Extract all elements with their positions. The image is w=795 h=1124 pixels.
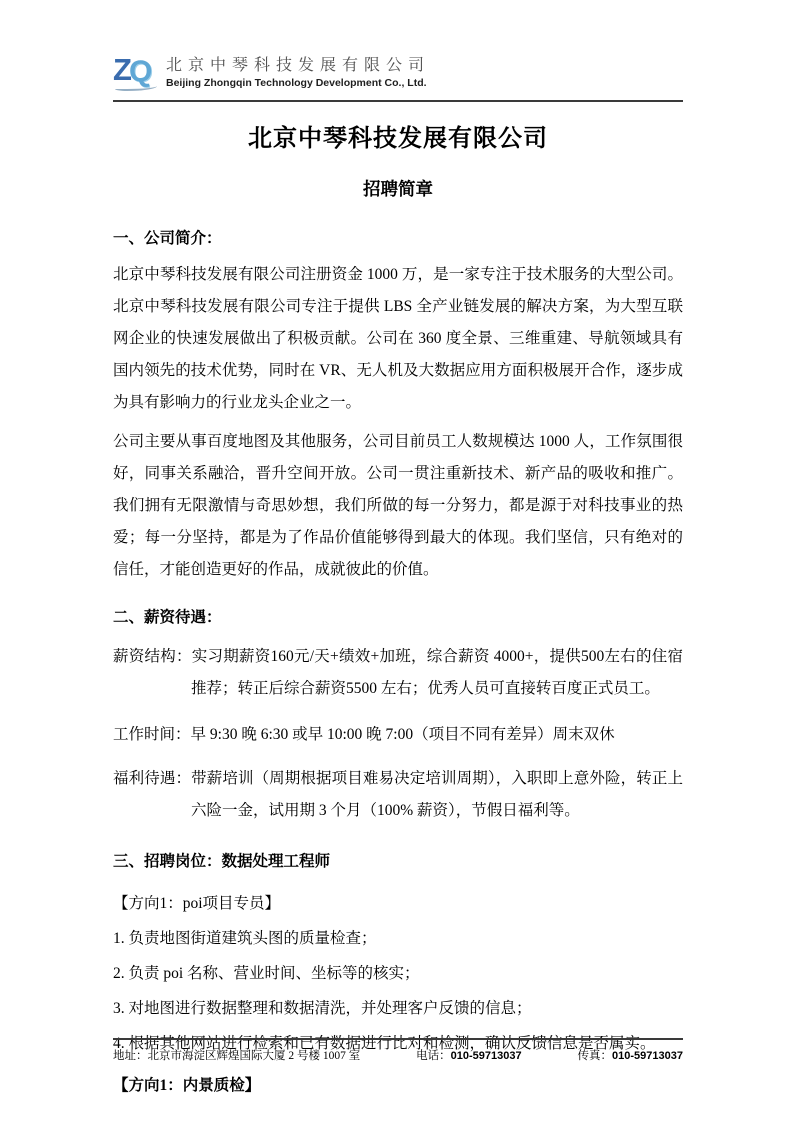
section1-heading: 一、公司简介： — [113, 230, 222, 247]
logo-letter-q: Q — [129, 55, 153, 88]
letterhead-company-name-en: Beijing Zhongqin Technology Development Co., Ltd. — [166, 76, 427, 89]
document-content — [113, 0, 683, 1097]
footer-phone-label: 电话： — [416, 1050, 451, 1062]
job-duty-item-2: 2. 负责 poi 名称、营业时间、坐标等的核实； — [113, 965, 420, 982]
company-intro-paragraph-2: 公司主要从事百度地图及其他服务，公司目前员工人数规模达 1000 人，工作氛围很好，同事关系融洽，晋升空间开放。公司一贯注重新技术、新产品的吸收和推广。我们拥有无限激情与奇思妙想，我们所做的每一分努力，都是源于对科技事业的热爱；每一分坚持，都是为了作品价值能够得到最大的体现。我们坚信，只有绝对的信任，才能创造更好的作品，成就彼此的价值。 — [113, 433, 683, 578]
letterhead-company-name-zh: 北京中琴科技发展有限公司 — [166, 56, 431, 74]
footer-phone-number: 010-59713037 — [450, 1050, 522, 1062]
benefits-text: 带薪培训（周期根据项目难易决定培训周期），入职即上意外险，转正上六险一金，试用期 3 个月（100% 薪资），节假日福利等。 — [191, 770, 683, 819]
letterhead-names — [166, 57, 430, 90]
section3-heading: 三、招聘岗位：数据处理工程师 — [113, 853, 331, 870]
footer-fax-number: 010-59713037 — [612, 1050, 683, 1062]
footer-address-label: 地址： — [113, 1050, 148, 1062]
direction-2-title: 【方向1：内景质检】 — [113, 1077, 261, 1094]
footer-address — [113, 1049, 360, 1064]
letterhead — [113, 53, 683, 102]
company-logo-icon — [113, 53, 157, 93]
salary-structure — [113, 641, 683, 705]
working-hours-text: 早 9:30 晚 6:30 或早 10:00 晚 7:00（项目不同有差异）周末双休 — [190, 726, 615, 743]
salary-structure-text: 实习期薪资160元/天+绩效+加班，综合薪资 4000+，提供500左右的住宿推荐；转正后综合薪资5500 左右；优秀人员可直接转百度正式员工。 — [191, 648, 683, 697]
salary-structure-label: 薪资结构： — [113, 648, 192, 665]
footer-fax-label: 传真： — [577, 1050, 613, 1062]
logo-swoosh-icon — [115, 84, 157, 91]
footer-fax — [578, 1049, 683, 1064]
page-footer — [113, 1038, 683, 1064]
section2-heading: 二、薪资待遇： — [113, 609, 222, 626]
footer-address-value: 北京市海淀区辉煌国际大厦 2 号楼 1007 室 — [147, 1050, 361, 1062]
job-duty-item-1: 1. 负责地图街道建筑头图的质量检查； — [113, 930, 377, 947]
page-title: 北京中琴科技发展有限公司 — [248, 126, 548, 152]
job-duty-item-3: 3. 对地图进行数据整理和数据清洗，并处理客户反馈的信息； — [113, 1000, 532, 1017]
footer-phone — [416, 1049, 521, 1064]
working-hours-label: 工作时间： — [113, 726, 191, 743]
logo-letter-z: Z — [113, 52, 130, 87]
working-hours — [113, 719, 683, 751]
benefits — [113, 763, 683, 827]
page-subtitle: 招聘简章 — [363, 179, 433, 199]
company-intro-paragraph-1: 北京中琴科技发展有限公司注册资金 1000 万，是一家专注于技术服务的大型公司。北京中琴科技发展有限公司专注于提供 LBS 全产业链发展的解决方案，为大型互联网企业的快速发展做出了积极贡献。公司在 360 度全景、三维重建、导航领域具有国内领先的技术优势，同时在 VR、无人机及大数据应用方面积极展开合作，逐步成为具有影响力的行业龙头企业之一。 — [113, 266, 683, 411]
job-duty-item-4: 4. 根据其他网站进行检索和已有数据进行比对和检测，确认反馈信息是否属实。 — [113, 1035, 656, 1052]
benefits-label: 福利待遇： — [113, 770, 192, 787]
direction-1-title: 【方向1：poi项目专员】 — [113, 895, 281, 912]
